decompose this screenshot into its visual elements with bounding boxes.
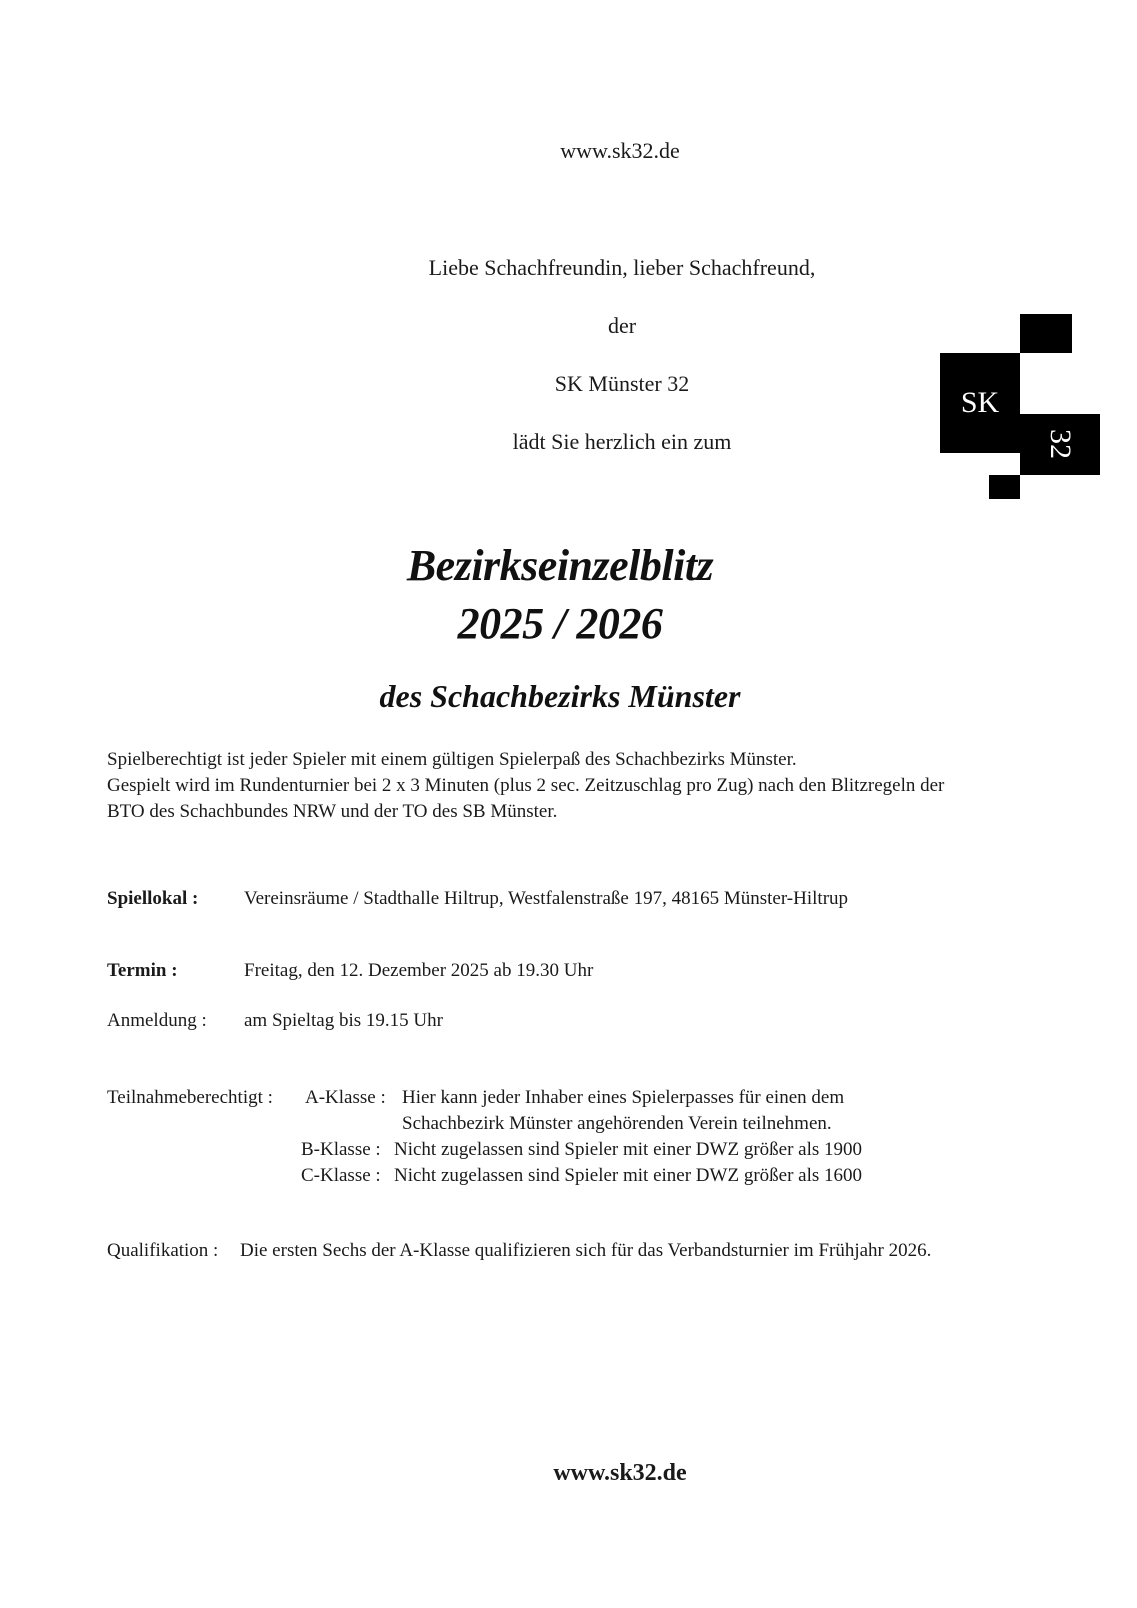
class-a-line-1: Hier kann jeder Inhaber eines Spielerpasses für einen dem (402, 1087, 845, 1108)
greeting-club-name: SK Münster 32 (554, 371, 690, 396)
footer-url[interactable]: www.sk32.de (553, 1460, 687, 1486)
club-logo (940, 314, 1100, 500)
date-value: Freitag, den 12. Dezember 2025 ab 19.30 Uhr (244, 960, 594, 981)
venue-label: Spiellokal : (107, 888, 199, 909)
logo-block-32 (1020, 414, 1100, 475)
logo-square-top (1020, 314, 1072, 353)
registration-value: am Spieltag bis 19.15 Uhr (244, 1010, 443, 1031)
event-season: 2025 / 2026 (457, 599, 663, 648)
event-title: Bezirkseinzelblitz (406, 541, 714, 590)
qualification-label: Qualifikation : (107, 1240, 219, 1261)
header-url[interactable]: www.sk32.de (560, 138, 680, 163)
intro-line-3: BTO des Schachbundes NRW und der TO des SB Münster. (107, 801, 558, 822)
venue-value: Vereinsräume / Stadthalle Hiltrup, Westfalenstraße 197, 48165 Münster-Hiltrup (244, 888, 849, 909)
class-c-value: Nicht zugelassen sind Spieler mit einer DWZ größer als 1600 (394, 1165, 863, 1186)
logo-block-sk (940, 353, 1020, 453)
logo-square-bottom (989, 475, 1020, 499)
class-a-label: A-Klasse : (305, 1087, 386, 1108)
qualification-value: Die ersten Sechs der A-Klasse qualifizieren sich für das Verbandsturnier im Frühjahr 2026. (240, 1240, 932, 1261)
logo-text-sk: SK (960, 386, 1000, 419)
registration-label: Anmeldung : (107, 1010, 207, 1031)
event-subtitle: des Schachbezirks Münster (379, 678, 741, 714)
greeting-line-2: der (607, 313, 637, 338)
date-label: Termin : (107, 960, 178, 981)
logo-text-32: 32 (1044, 429, 1077, 459)
class-c-label: C-Klasse : (301, 1165, 381, 1186)
greeting-line-4: lädt Sie herzlich ein zum (512, 429, 732, 454)
class-a-line-2: Schachbezirk Münster angehörenden Verein teilnehmen. (402, 1113, 832, 1134)
class-b-label: B-Klasse : (301, 1139, 381, 1160)
intro-paragraph (107, 747, 1087, 825)
class-b-value: Nicht zugelassen sind Spieler mit einer DWZ größer als 1900 (394, 1139, 863, 1160)
greeting-line-1: Liebe Schachfreundin, lieber Schachfreund, (428, 255, 816, 280)
intro-line-1: Spielberechtigt ist jeder Spieler mit einem gültigen Spielerpaß des Schachbezirks Münster. (107, 749, 797, 770)
eligibility-label: Teilnahmeberechtigt : (107, 1087, 273, 1108)
intro-line-2: Gespielt wird im Rundenturnier bei 2 x 3 Minuten (plus 2 sec. Zeitzuschlag pro Zug) nach den Blitzregeln der (107, 775, 945, 796)
